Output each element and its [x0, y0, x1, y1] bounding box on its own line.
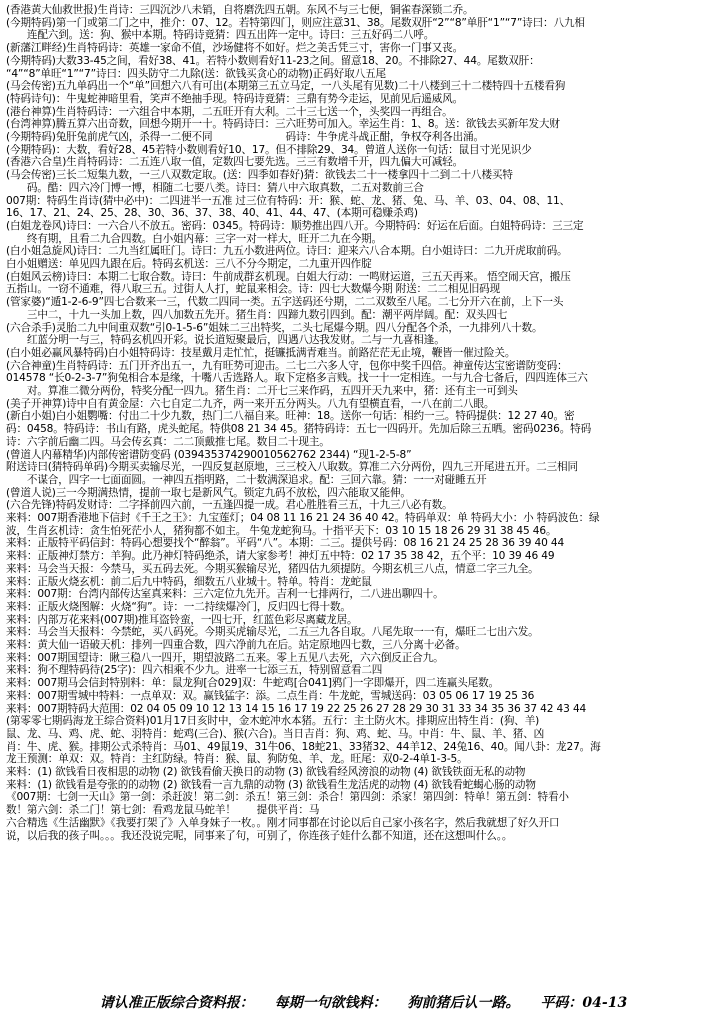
- text-line: (港台神算)生肖特码诗：一六组合中本期，二五旺开有大利。二十三七送一个，头奖四一再组合。: [6, 105, 453, 118]
- text-line: (新藩江畔经)生肖特码诗：英雄一家命不值，沙场健将不如好。烂之美舌凭三寸，害你一门事又丧。: [6, 42, 464, 55]
- text-line: 来料：007期：台湾内部传达室真来料：三六定位九先开。吉利一七排两行，二八进出聊四十。: [6, 588, 444, 601]
- text-line: 鼠、龙、马、鸡、虎、蛇、羽特肖：蛇鸡(三合)、猴(六合)。当日吉肖：狗、鸡、蛇、马。中肖：牛、鼠、羊、猪、凶: [6, 727, 545, 740]
- text-line: (马会传密)三长二短集九数，一三八双数定取。(送：四季如春好)猜：欲钱去二十一楼拿四十二到二十八楼买特: [6, 169, 513, 182]
- text-line: (马会传密)五九单码出一个“单”回想六八有可出(本期第三五立马定，一八头尾有见数)二十八楼到三十二楼特四十五楼看狗: [6, 80, 566, 93]
- text-line: 码。酷：四六冷门博一博，相随二七要八类。诗曰：猜八中六取真数，二五对数前三合: [6, 181, 424, 194]
- text-line: 波，生肖玄机诗：贪生怕死茫小人，猪狗都不如主。 牛兔龙蛇狗马。十指平天下：03 10 15 18 26 29 31 38 45 46。: [6, 524, 557, 537]
- text-line: 来料：007期马会信封特别料：单：鼠龙狗[合029]双：牛蛇鸡[合041]鸦门一字即爆开，四二连赢头尾数。: [6, 677, 499, 690]
- text-line: 三中二，十九一头加上数，四八加数五先开。猪生肖：四蹄九数引四到。配：潮平两岸阔。配：双头四七: [6, 308, 508, 321]
- footer-banner: [0, 990, 727, 1016]
- text-line: 对。算准二微分两份，特奖分配一四九。猪生肖：二开七三来作码，五四开天九来中，猪：还有主一可到头: [6, 385, 518, 397]
- text-line: 来料：马会当天报：今禁马，买五码去死。今期买猴输尽光，猪四估九须提防。今期玄机三八点，情意二字三九全。: [6, 562, 539, 575]
- text-line: 来料：马会当天报料：今禁蛇，买八码死。今期买虎输尽光，二五三九各自取。八尾先取一一有，爆旺二七出六发。: [6, 626, 539, 639]
- text-line: (六合先锋)特码发财诗：二字择前四六前，一五逢四提一成。君心胜胜看三五，十九三八必有数。: [6, 499, 453, 512]
- text-line: 说，以后我的孩子叫。。。我还没说完呢，同事来了句，可别了，你连孩子娃什么都不知道，还在这想叫什么。。: [6, 829, 513, 842]
- text-line: 来料：内部万花来料(007期)推耳盗铃蛮，一四七开，红蓝色彩尽离藏龙居。: [6, 613, 358, 626]
- text-line: (白小姐必赢风暴特码)白小姐特码诗：技星戴月走忙忙，挺镰抵满青难当。前路茫茫无止境，鞭皆一催过险关。: [6, 346, 516, 359]
- text-line: “4”“8”单旺“1”“7”诗曰：四头防守二九除(送：欲钱买贪心的动物)正码好取八五尾: [6, 67, 386, 80]
- text-line: 来料：007期雪城中特料：一点单双：双。赢钱猛字：添。二点生肖：牛龙蛇，雪城送码：03 05 06 17 19 25 36: [6, 689, 535, 702]
- text-line: 数！第六剑：杀二门！第七剑：看鸡龙鼠马蛇羊！ 提供平肖：马: [6, 804, 320, 817]
- text-line: 007期：特码生肖诗(猜中必中)：二四进半一五准 过三位有特码：开：猴、蛇、龙、猪、兔、马、羊、03、04、08、11、: [6, 194, 571, 207]
- text-line: 红蓝分明一与三，特码玄机四开彩。说长道短聚最后，四遇八达我发财。二与一九喜相逢。: [6, 334, 445, 347]
- text-line: 来料：007期国望诗：瞅三稳八一四开，期望波路二五来。零上五见八去死，六六倒反正合九。: [6, 651, 444, 664]
- text-line: (香港六合皇)生肖特码诗：二五连八取一值，定数四七要先选。三三有数增千开，四九偏大可减轻。: [6, 156, 464, 169]
- text-line: 来料：(1) 欲钱看日夜相思的动物 (2) 欲钱看偷天换日的动物 (3) 欲钱看经风滂浪的动物 (4) 欲钱铁面无私的动物: [6, 766, 526, 778]
- text-line: 来料：正版火烧图解：火烧“狗”。诗：一二持续爆冷门，反归四七得十数。: [6, 600, 351, 613]
- text-line: (六合杀手)灵胎二九中间重双数“引0-1-5-6”姐妹二三出特奖，二头七尾爆今期。四八分配各个杀，一九排列八十数。: [6, 321, 543, 334]
- text-line: 来料：007期特码大范围：02 04 05 09 10 12 13 14 15 16 17 19 22 25 26 27 28 29 30 31 33 34 35 36 37 42 43 44: [6, 702, 587, 715]
- text-line: 来料：正版火烧玄机：前二后九中特码，细数五八业城十。特单。特肖：龙蛇鼠: [6, 575, 372, 588]
- text-line: (今期特码)大数33-45之间，看好38、41。若特小数则看好11-23之间。留意18、20。不排除27、44。尾数双肝：: [6, 54, 540, 67]
- text-line: 来料：007期香港地下信封《千王之王》：九宝莲灯；04 08 11 16 21 24 36 40 42。特码单双：单 特码大小：小 特码波色：绿: [6, 512, 600, 524]
- text-line: 诗：六字前后幽二四。马会传玄真：二二顶戴推七尾。数目二十现主。: [6, 435, 330, 448]
- text-line: (白姐龙卷风)诗曰：一六合八不放五。密码：0345。特码诗：顺势推出四八开。今期特码：好运在后面。白姐特码诗：三三定: [6, 219, 584, 232]
- text-line: (今期特码)第一门或第二门之中，推介：07、12。若特第四门，则应注意31、38。尾数双肝“2”“8”单肝“1”“7”诗曰：八九相: [6, 16, 585, 29]
- text-line: (香港黄大仙救世报)生肖诗：三四沉沙八未销，自将磨洗四五朝。东风不与三七便，铜雀春深锁二乔。: [6, 4, 474, 16]
- text-line: 五指山。一窃不通难，得八取三五。过街人人打，蛇鼠来相会。诗：四七大数爆今期 附送：二二相见旧码现: [6, 283, 501, 296]
- text-line: (美子开神算)诗中自有黄金屋：六七自定二九齐，两一来开五分两头。八九有望横直看，一八在前二八眼。: [6, 397, 495, 410]
- text-line: 不谋合，四字一七面面圆。一神四五指明路，二十数满深追求。配：三回六靠。猜：一一对碰睡五开: [6, 473, 487, 486]
- text-line: 附送诗曰(猜特码单码)今期买卖输尽光，一四反复赵原地，三三校入八取数。算准二六分两份，四九三开尾进五开。二三相同: [6, 461, 578, 474]
- text-line: (特码诗句)：牛鬼蛇神暗里看，笑声不绝抽手现。特码诗竟猜：三鼎有势今走运，见前见后遥威风。: [6, 92, 464, 105]
- text-line: (第零零七期码海龙王综合资料)01月17日亥时中，金木蛇冲水本猪。五行：主土防火木。排期应出特生肖：(狗、羊): [6, 715, 540, 728]
- text-line: 来料：黄大仙一语破天机：排列一四重合数，四六净前九在后。站定原地四七数，三八分离十必备。: [6, 639, 466, 651]
- text-line: 来料：正版特平码信封：特码心想要找个“醉翁”。平码“八”。本期：二三。提供号码：08 16 21 24 25 28 36 39 40 44: [6, 537, 565, 550]
- text-line: 肖：牛、虎、猴。排期公式杀特肖：马01、49鼠19、31牛06、18蛇21、33猪32、44羊12、24兔16、40。闻八卦：龙27。海: [6, 740, 601, 753]
- text-line: 16、17、21、24、25、28、30、36、37、38、40、41、44、47、(本期可稳赚杀鸡): [6, 207, 418, 220]
- text-line: (管家婆)“遁1-2-6-9”四七合数来一三，代数二四同一类。五字送码还兮期，二二双数至八尾。二七分开六在前，上下一头: [6, 296, 564, 309]
- text-line: 来料：(1) 欲钱看是夸张的的动物 (2) 欲钱看一言九鼎的动物 (3) 欲钱看生龙活虎的动物 (4) 欲钱看蛇蝎心肠的动物: [6, 778, 536, 791]
- text-line: 码：0458。特码诗：书山有路，虎头蛇尾。特供08 21 34 45。猪特码诗：五七一四码开。先加后除三五晒。密码0236。特码: [6, 423, 592, 436]
- text-line: (曾道人内幕精华)内部传密谱防变码 (039435374290010562762 2344) “现1-2-5-8”: [6, 448, 412, 461]
- text-line: 龙王预测：单双：双。特肖：主红防绿。特肖：猴、鼠、狗防兔、羊、龙。旺尾：双0-2-4单1-3-5。: [6, 753, 468, 766]
- text-line: 014578 “长0-2-3-7”狗兔相合本是缘，十嘴八舌选路人。取下定格多言贱。找一十一定相连。一与九合七备后，四四连体三六: [6, 372, 588, 385]
- text-line: (曾道人说)三一今期满热情，提前一取七是新风气。锁定九码不放松，四六能取又能伸。: [6, 486, 411, 499]
- text-line: (新白小姐)白小姐鹦嘴：付出二十少九数，热门二八福自来。旺神：18。送你一句话：相约一三。特码提供：12 27 40。密: [6, 410, 575, 423]
- text-line: 连配六到。送：狗、猴中本期。特码诗竟猜：四五出阵一定中。诗曰：三五好码二八呼。: [6, 29, 435, 42]
- text-line: 来料：正版神灯禁方：羊狗。此乃神灯特码绝杀，请大家参考！神灯五中特：02 17 35 38 42，五个平：10 39 46 49: [6, 550, 555, 563]
- text-line: (白姐风云榜)诗曰：本期二七取合数。诗曰：牛前成群玄机现。白姐大行动：一鸣财运道，三五天再来。 悟空闹天宫，搬压: [6, 270, 571, 283]
- text-line: 六合精选《生活幽默》《我要打架了》入单身妹子一枚。。刚才同事都在讨论以后自己家小孩名字，然后我就想了好久开口: [6, 816, 560, 829]
- text-line: (今期特码)兔肝兔前虎气凶，杀得一二便不同 码诗：牛争虎斗战正酣，争权夺利各出涌。: [6, 131, 484, 143]
- footer-item-2: 狗前猪后认一路。: [407, 995, 520, 1011]
- text-line: (台湾神算)腾五算六出奇数，回想今期开一十。特码诗曰：三六旺势可加入。幸运生肖：1、8。送：欲钱去买新年发大财: [6, 118, 560, 131]
- text-line: (今期特码)：大数，看好28、45若特小数则看好10、17。但不排除29、34。曾道人送你一句话：鼠目寸光见识少: [6, 143, 532, 156]
- footer-intro: 请认准正版综合资料报：: [99, 995, 254, 1011]
- text-line: 终有期，且看二九合四数。白小姐内幕：三字一对一样大，旺开二九在今期。: [6, 232, 382, 245]
- footer-item-1: 每期一句欲钱料：: [274, 995, 387, 1011]
- text-line: (白小姐急旋风)诗曰：二九当红属旺门。诗曰：九五小数进两位。诗曰：迎来六八合本期。白小姐诗曰：二九开虎取前码。: [6, 245, 568, 258]
- text-line: 来料：狗不理特码待(25字)：四六相乘不少九。进率一七添三五，特别留意看二四: [6, 664, 383, 677]
- text-line: (六合神童)生肖特码诗：五门开齐出五一，九有旺势可迎击。二七二六多人守，包你中奖千四倍。神童传达宝密谱防变码：: [6, 359, 568, 372]
- text-line: 白小姐赠送：单见四九跟在后。特码玄机送：三八不分今期定，二九重开四作腚: [6, 258, 372, 270]
- footer-item-3: 平码：04-13: [540, 995, 628, 1011]
- text-line: 《007期：七剑一天山》第一剑：杀赶波！第二剑：杀五！第三剑：杀合！第四剑：杀家！第四剑：特单！第五剑：特看小: [6, 791, 569, 804]
